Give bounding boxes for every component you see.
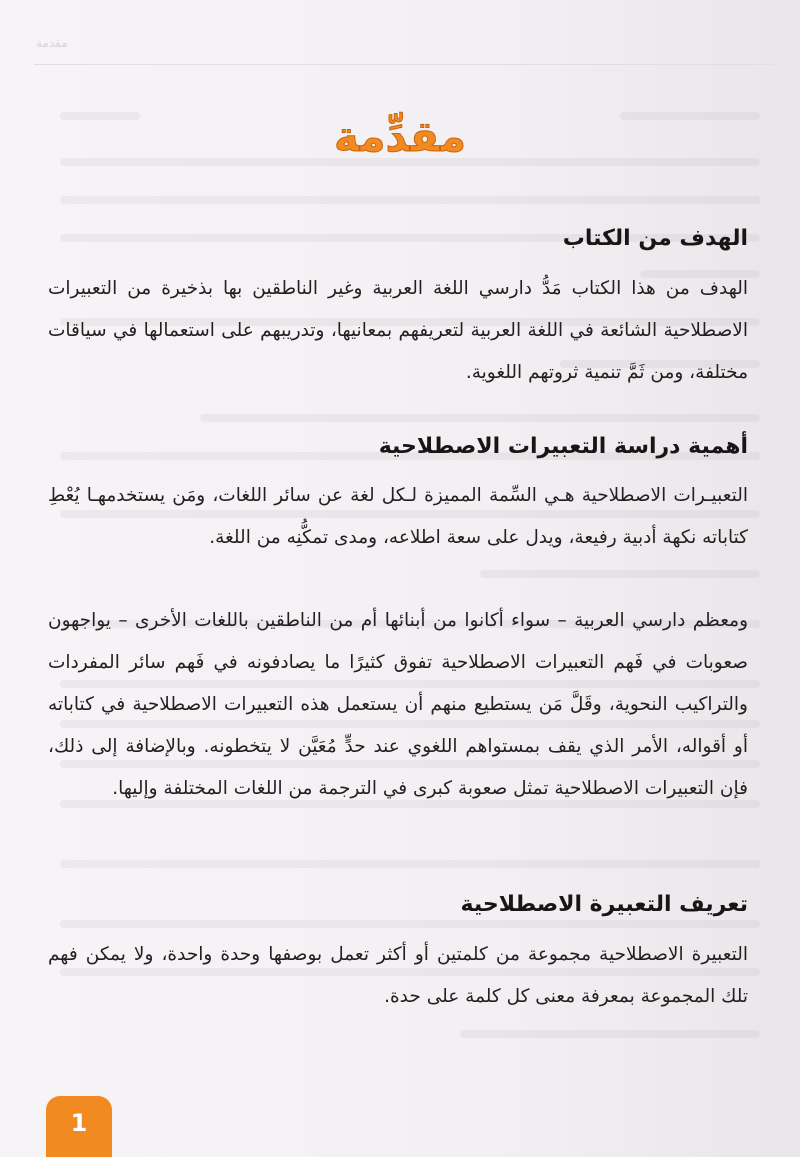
section-paragraph-goal: الهدف من هذا الكتاب مَدُّ دارسي اللغة العربية وغير الناطقين بها بذخيرة من التعبيرات الاصطلاحية الشائعة في اللغة العربية لتعريفهم بمعانيها، وتدريبهم على استعمالها في سياقات مختلفة، ومن ثَمَّ تنمية ثروتهم اللغوية. bbox=[48, 278, 748, 383]
section-heading-definition: تعريف التعبيرة الاصطلاحية bbox=[460, 892, 748, 917]
section-paragraph-importance-1: التعبيـرات الاصطلاحية هـي السِّمة المميزة لـكل لغة عن سائر اللغات، ومَن يستخدمهـا يُعْطِ كتاباته نكهة أدبية رفيعة، ويدل على سعة اطلاعه، ومدى تمكُّنِه من اللغة. bbox=[48, 485, 748, 548]
running-header: مقدمة bbox=[36, 36, 68, 50]
section-paragraph-definition: التعبيرة الاصطلاحية مجموعة من كلمتين أو أكثر تعمل بوصفها وحدة واحدة، ولا يمكن فهم تلك المجموعة بمعرفة معنى كل كلمة على حدة. bbox=[48, 944, 748, 1007]
page-number-tab: 1 bbox=[46, 1096, 112, 1157]
section-heading-importance: أهمية دراسة التعبيرات الاصطلاحية bbox=[378, 434, 748, 459]
page-title: مقدِّمة bbox=[334, 112, 466, 161]
section-paragraph-importance-2: ومعظم دارسي العربية – سواء أكانوا من أبنائها أم من الناطقين باللغات الأخرى – يواجهون صعوبات في فَهم التعبيرات الاصطلاحية تفوق كثيرًا ما يصادفونه في فَهم سائر المفردات والتراكيب النحوية، وقَلَّ مَن يستطيع منهم أن يستعمل هذه التعبيرات الاصطلاحية في كتاباته أو أقواله، الأمر الذي يقف بمستواهم اللغوي عند حدٍّ مُعَيَّن لا يتخطونه. وبالإضافة إلى ذلك، فإن التعبيرات الاصطلاحية تمثل صعوبة كبرى في الترجمة من اللغات المختلفة وإليها. bbox=[48, 610, 748, 799]
header-divider bbox=[34, 64, 774, 65]
section-heading-goal: الهدف من الكتاب bbox=[562, 226, 748, 251]
